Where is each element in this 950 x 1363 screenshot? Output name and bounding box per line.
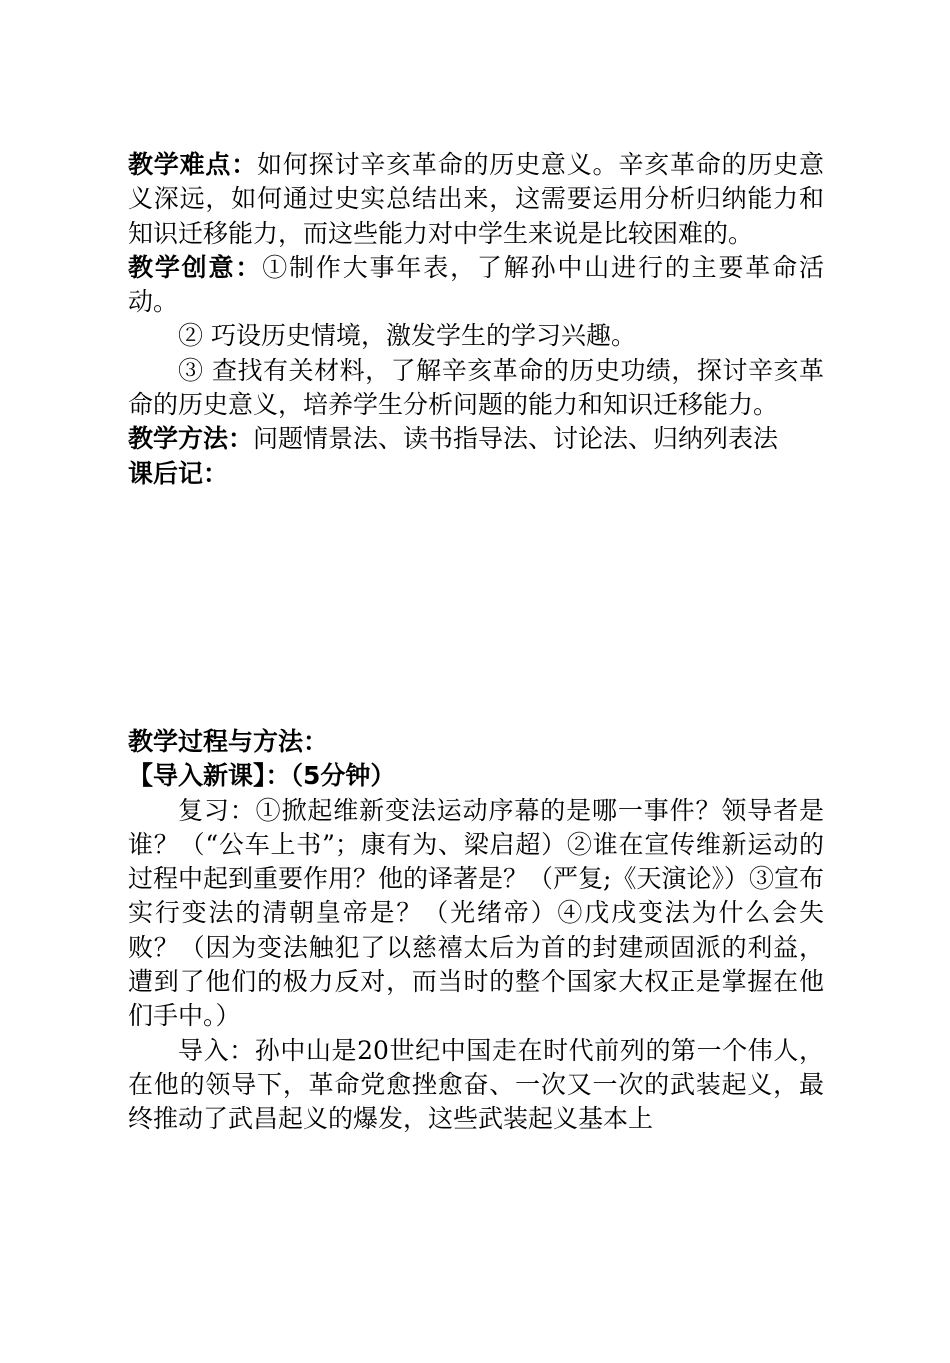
method-label: 教学方法： bbox=[128, 424, 254, 454]
intro-heading bbox=[128, 759, 824, 793]
difficulty-paragraph bbox=[128, 148, 824, 251]
creative-item-3: ③ 查找有关材料，了解辛亥革命的历史功绩，探讨辛亥革命的历史意义，培养学生分析问题的能力和知识迁移能力。 bbox=[128, 355, 824, 420]
difficulty-text: 如何探讨辛亥革命的历史意义。辛亥革命的历史意义深远，如何通过史实总结出来，这需要运用分析归纳能力和知识迁移能力，而这些能力对中学生来说是比较困难的。 bbox=[128, 150, 824, 248]
creative-paragraph bbox=[128, 251, 824, 320]
intro-review-paragraph: 复习：①掀起维新变法运动序幕的是哪一事件？领导者是谁？（“公车上书”；康有为、梁启超）②谁在宣传维新运动的过程中起到重要作用？他的译著是？（严复;《天演论》）③宣布实行变法的清朝皇帝是？（光绪帝）④戊戌变法为什么会失败？（因为变法触犯了以慈禧太后为首的封建顽固派的利益，遭到了他们的极力反对，而当时的整个国家大权正是掌握在他们手中。） bbox=[128, 795, 824, 1031]
notes-label: 课后记： bbox=[128, 458, 229, 488]
intro-lead-paragraph: 导入：孙中山是20世纪中国走在时代前列的第一个伟人，在他的领导下，革命党愈挫愈奋、一次又一次的武装起义，最终推动了武昌起义的爆发，这些武装起义基本上 bbox=[128, 1035, 824, 1134]
document-page bbox=[128, 148, 824, 1137]
method-text: 问题情景法、读书指导法、讨论法、归纳列表法 bbox=[253, 424, 779, 454]
process-heading bbox=[128, 725, 824, 759]
creative-label: 教学创意： bbox=[128, 252, 263, 282]
creative-item-1: ①制作大事年表，了解孙中山进行的主要革命活动。 bbox=[128, 252, 824, 317]
method-paragraph bbox=[128, 422, 824, 456]
intro-label: 【导入新课】：（5分钟） bbox=[128, 761, 396, 791]
blank-space bbox=[128, 491, 824, 725]
creative-item-2: ② 巧设历史情境，激发学生的学习兴趣。 bbox=[178, 321, 636, 351]
process-label: 教学过程与方法： bbox=[128, 726, 329, 756]
notes-paragraph bbox=[128, 457, 824, 491]
difficulty-label: 教学难点： bbox=[128, 150, 258, 179]
